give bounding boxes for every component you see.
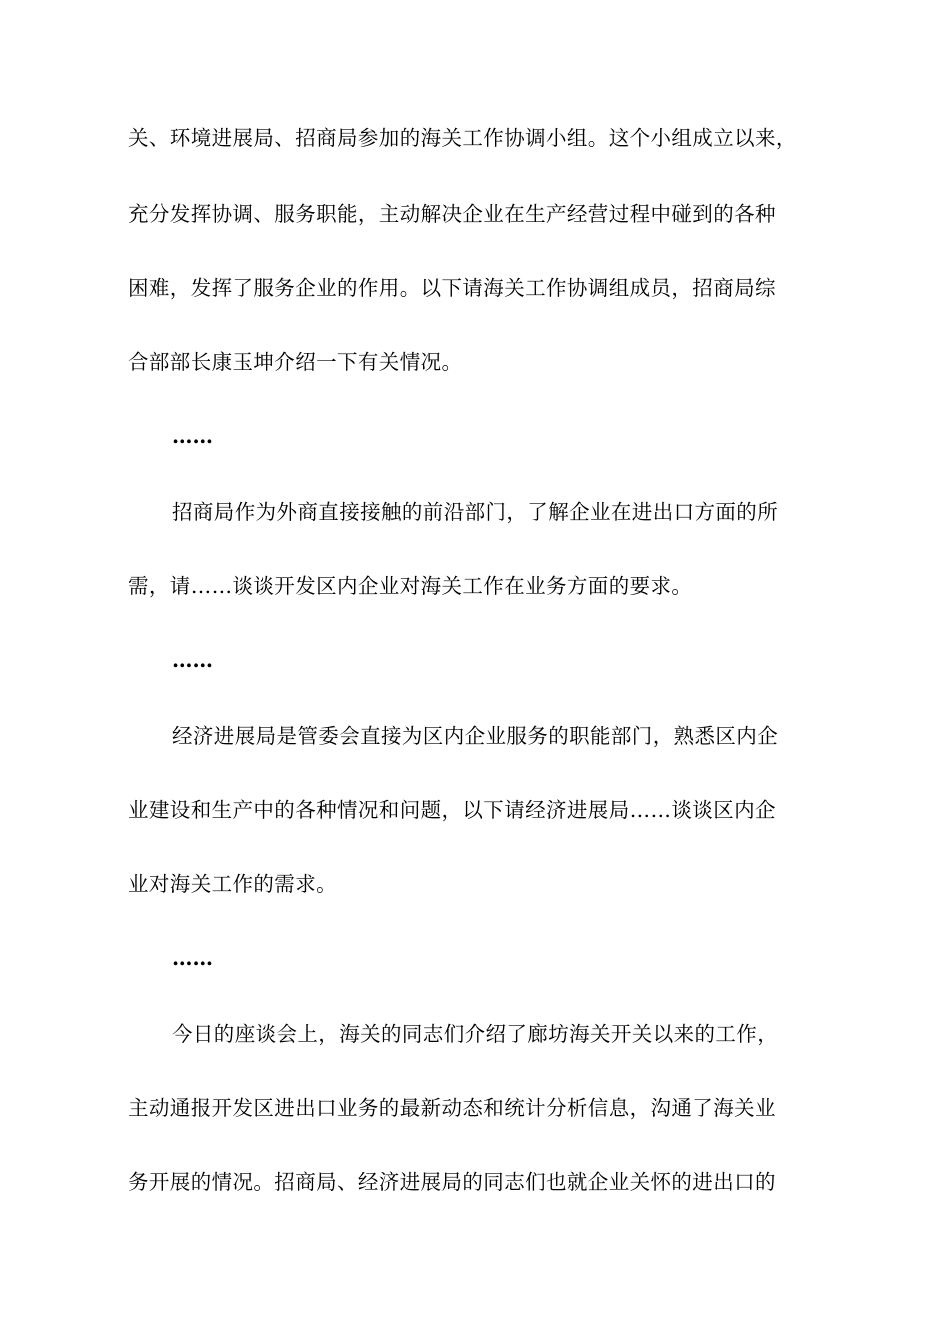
ellipsis-line: …… [172,946,213,970]
paragraph-first-line: 经济进展局是管委会直接为区内企业服务的职能部门，熟悉区内企 [172,724,779,748]
paragraph-first-line: 今日的座谈会上，海关的同志们介绍了廊坊海关开关以来的工作， [172,1022,779,1046]
ellipsis-line: …… [172,424,213,448]
text-line: 关、环境进展局、招商局参加的海关工作协调小组。这个小组成立以来， [128,126,797,150]
ellipsis-line: …… [172,648,213,672]
text-line: 业对海关工作的需求。 [128,872,337,896]
text-line: 需，请……谈谈开发区内企业对海关工作在业务方面的要求。 [128,574,693,598]
text-line: 业建设和生产中的各种情况和问题，以下请经济进展局……谈谈区内企 [128,798,776,822]
text-line: 困难，发挥了服务企业的作用。以下请海关工作协调组成员，招商局综 [128,276,776,300]
paragraph-first-line: 招商局作为外商直接接触的前沿部门，了解企业在进出口方面的所 [172,500,779,524]
text-line: 主动通报开发区进出口业务的最新动态和统计分析信息，沟通了海关业 [128,1096,776,1120]
text-line: 务开展的情况。招商局、经济进展局的同志们也就企业关怀的进出口的 [128,1170,776,1194]
text-line: 充分发挥协调、服务职能，主动解决企业在生产经营过程中碰到的各种 [128,202,776,226]
text-line: 合部部长康玉坤介绍一下有关情况。 [128,350,463,374]
